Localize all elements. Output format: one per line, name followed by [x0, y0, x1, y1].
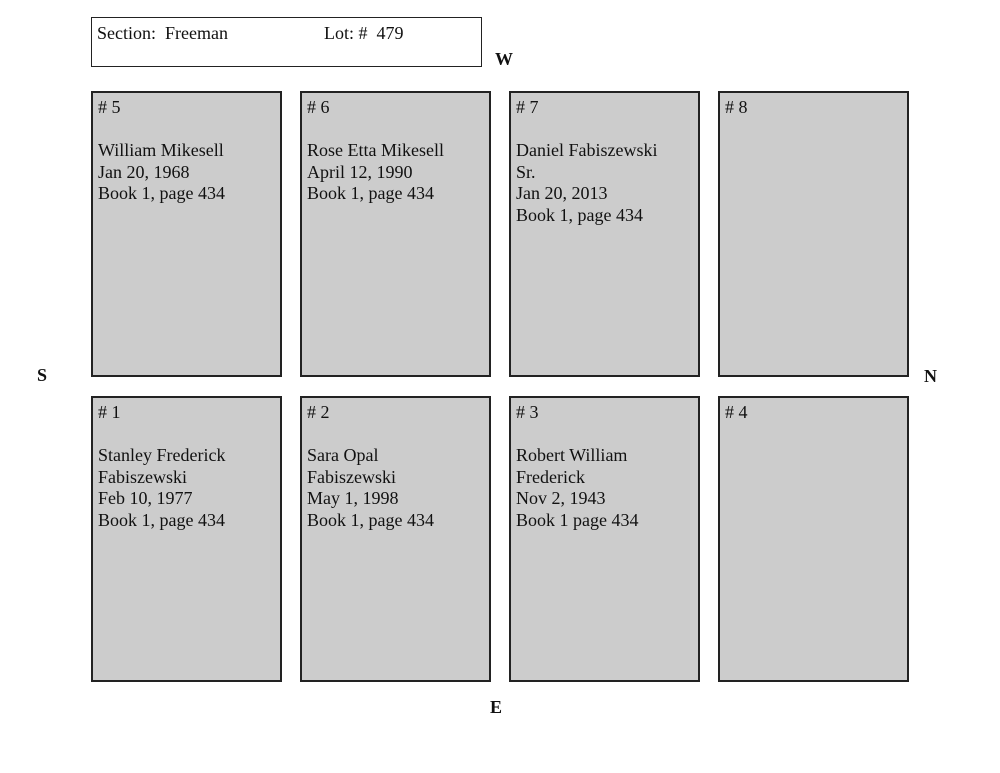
lot-label: Lot: # 479 — [324, 23, 404, 43]
plot-record: Book 1, page 434 — [98, 509, 225, 530]
plot-number: # 8 — [725, 97, 748, 117]
plot-name: Stanley Frederick — [98, 445, 226, 465]
plot-record: Book 1, page 434 — [516, 204, 643, 225]
plot-2 — [300, 396, 491, 682]
plot-name: Daniel Fabiszewski — [516, 140, 658, 160]
plot-7 — [509, 91, 700, 377]
plot-date: Jan 20, 2013 — [516, 183, 608, 203]
plot-number: # 5 — [98, 97, 121, 117]
plot-date: May 1, 1998 — [307, 488, 399, 508]
section-lot-header — [91, 17, 482, 67]
plot-name: Rose Etta Mikesell — [307, 140, 444, 160]
plot-6 — [300, 91, 491, 377]
plot-number: # 2 — [307, 402, 330, 422]
plot-8 — [718, 91, 909, 377]
plot-date: April 12, 1990 — [307, 161, 413, 182]
compass-east: E — [490, 697, 503, 717]
plot-surname: Fabiszewski — [307, 466, 396, 487]
plot-number: # 3 — [516, 402, 539, 422]
plot-number: # 6 — [307, 97, 330, 117]
plot-number: # 4 — [725, 402, 748, 422]
plot-surname: Fabiszewski — [98, 466, 187, 487]
plot-number: # 7 — [516, 97, 539, 117]
plot-name: William Mikesell — [98, 140, 224, 160]
plot-1 — [91, 396, 282, 682]
plot-record: Book 1, page 434 — [307, 183, 434, 203]
plot-name: Sara Opal — [307, 445, 379, 465]
plot-record: Book 1, page 434 — [98, 183, 225, 203]
plot-date: Jan 20, 1968 — [98, 161, 190, 182]
plot-name: Robert William — [516, 445, 628, 465]
plot-date: Nov 2, 1943 — [516, 488, 606, 508]
section-label: Section: Freeman — [97, 23, 228, 43]
plot-number: # 1 — [98, 402, 121, 422]
compass-north: N — [924, 366, 937, 386]
plot-4 — [718, 396, 909, 682]
plot-surname: Frederick — [516, 466, 585, 487]
plot-record: Book 1, page 434 — [307, 509, 434, 530]
compass-south: S — [37, 365, 48, 385]
plot-date: Feb 10, 1977 — [98, 488, 193, 508]
plot-5 — [91, 91, 282, 377]
plot-3 — [509, 396, 700, 682]
compass-west: W — [495, 49, 513, 69]
plot-name-suffix: Sr. — [516, 161, 536, 182]
plot-record: Book 1 page 434 — [516, 509, 639, 530]
